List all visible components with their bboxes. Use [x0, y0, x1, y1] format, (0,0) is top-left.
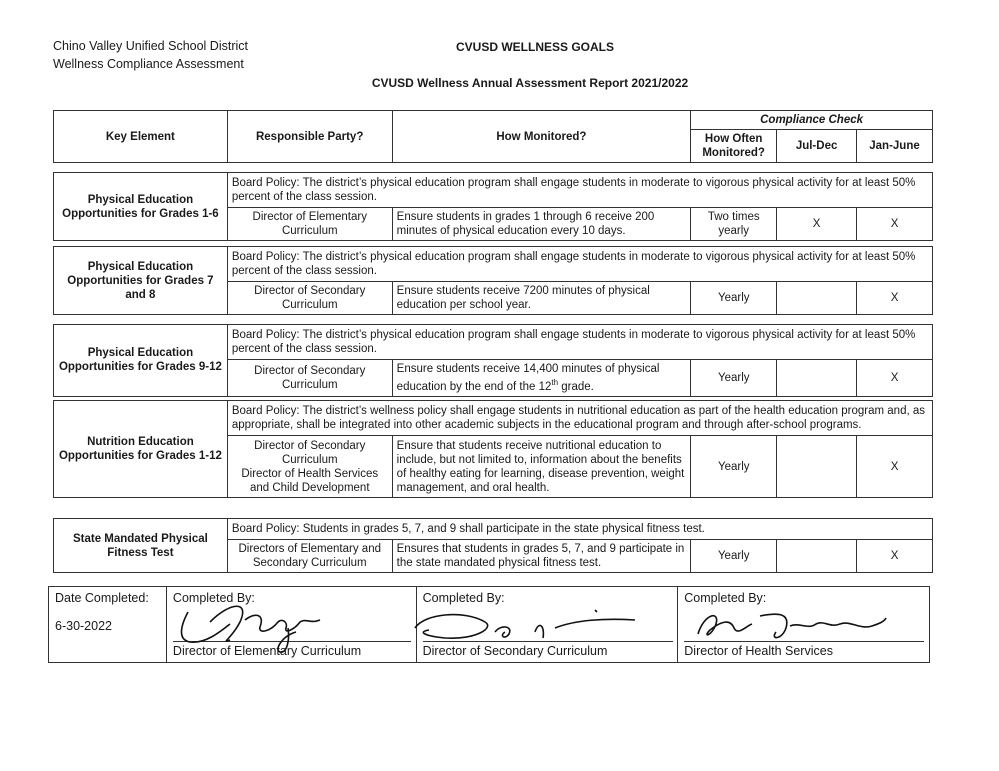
document-header-left: [53, 37, 248, 73]
section-pe-grades-7-8: [53, 246, 933, 315]
section-pe-grades-9-12: [53, 324, 933, 397]
signature-cell-health: [678, 587, 930, 663]
monitoring-method: Ensures that students in grades 5, 7, and 9 participate in the state mandated physical fitness test.: [392, 540, 691, 573]
document-subtitle: CVUSD Wellness Annual Assessment Report 2021/2022: [371, 76, 689, 90]
completed-by-label: Completed By:: [172, 591, 255, 605]
section-nutrition-grades-1-12: [53, 400, 933, 498]
key-element-label: Physical Education Opportunities for Grades 1-6: [54, 173, 228, 241]
board-policy-text: Board Policy: The district’s physical education program shall engage students in moderate to vigorous physical activity for at least 50% percent of the class session.: [227, 247, 932, 282]
key-element-label: Nutrition Education Opportunities for Grades 1-12: [54, 401, 228, 498]
monitor-frequency: Yearly: [691, 360, 777, 397]
header-responsible-party: Responsible Party?: [227, 111, 392, 163]
check-jul-dec: [777, 540, 857, 573]
column-header-table: [53, 110, 933, 163]
responsible-party: [227, 436, 392, 498]
check-jan-june: X: [857, 208, 933, 241]
responsible-party: Director of Secondary Curriculum: [227, 360, 392, 397]
monitor-frequency: Yearly: [691, 436, 777, 498]
monitoring-method: [392, 360, 691, 397]
check-jan-june: X: [857, 360, 933, 397]
monitoring-method-text: Ensure students receive 14,400 minutes of physical education by the end of the 12: [396, 363, 660, 393]
document-title: CVUSD WELLNESS GOALS: [455, 40, 614, 54]
section-physical-fitness-test: [53, 518, 933, 573]
responsible-party-line-1: Director of Secondary Curriculum: [254, 439, 366, 466]
header-how-monitored: How Monitored?: [392, 111, 691, 163]
check-jul-dec: [777, 360, 857, 397]
role-secondary-curriculum: Director of Secondary Curriculum: [423, 641, 673, 658]
responsible-party: Director of Elementary Curriculum: [227, 208, 392, 241]
monitor-frequency: Yearly: [691, 540, 777, 573]
check-jul-dec: [777, 282, 857, 315]
date-cell: [49, 587, 167, 663]
responsible-party: Directors of Elementary and Secondary Curriculum: [227, 540, 392, 573]
monitor-frequency: Two times yearly: [691, 208, 777, 241]
date-completed-label: Date Completed:: [55, 591, 149, 605]
responsible-party-line-2: Director of Health Services and Child Development: [241, 467, 379, 494]
section-pe-grades-1-6: [53, 172, 933, 241]
signoff-table: [48, 586, 930, 663]
monitor-frequency: Yearly: [691, 282, 777, 315]
role-health-services: Director of Health Services: [684, 641, 924, 658]
key-element-label: State Mandated Physical Fitness Test: [54, 519, 228, 573]
check-jan-june: X: [857, 436, 933, 498]
board-policy-text: Board Policy: Students in grades 5, 7, and 9 shall participate in the state physical fitness test.: [227, 519, 932, 540]
header-compliance-check: Compliance Check: [691, 111, 933, 130]
check-jul-dec: [777, 436, 857, 498]
signature-cell-elementary: [166, 587, 416, 663]
completed-by-label: Completed By:: [422, 591, 505, 605]
check-jan-june: X: [857, 540, 933, 573]
responsible-party: Director of Secondary Curriculum: [227, 282, 392, 315]
key-element-label: Physical Education Opportunities for Grades 9-12: [54, 325, 228, 397]
board-policy-text: Board Policy: The district’s physical education program shall engage students in moderate to vigorous physical activity for at least 50% percent of the class session.: [227, 173, 932, 208]
assessment-name: Wellness Compliance Assessment: [53, 57, 244, 71]
header-jan-june: Jan-June: [857, 130, 933, 163]
check-jan-june: X: [857, 282, 933, 315]
header-how-often: How Often Monitored?: [691, 130, 777, 163]
completed-by-label: Completed By:: [684, 591, 767, 605]
header-jul-dec: Jul-Dec: [777, 130, 857, 163]
ordinal-suffix: th: [551, 378, 559, 387]
board-policy-text: Board Policy: The district’s physical education program shall engage students in moderate to vigorous physical activity for at least 50% percent of the class session.: [227, 325, 932, 360]
check-jul-dec: X: [777, 208, 857, 241]
signature-cell-secondary: [416, 587, 678, 663]
district-name: Chino Valley Unified School District: [53, 39, 248, 53]
header-key-element: Key Element: [54, 111, 228, 163]
monitoring-method: Ensure students receive 7200 minutes of physical education per school year.: [392, 282, 691, 315]
role-elementary-curriculum: Director of Elementary Curriculum: [173, 641, 411, 658]
monitoring-method: Ensure students in grades 1 through 6 receive 200 minutes of physical education every 10 days.: [392, 208, 691, 241]
date-completed-value: 6-30-2022: [55, 619, 112, 633]
key-element-label: Physical Education Opportunities for Grades 7 and 8: [54, 247, 228, 315]
monitoring-method-text-end: grade.: [558, 380, 594, 393]
monitoring-method: Ensure that students receive nutritional education to include, but not limited to, information about the benefits of healthy eating for learning, disease prevention, weight management, and oral health.: [392, 436, 691, 498]
board-policy-text: Board Policy: The district’s wellness policy shall engage students in nutritional education as part of the health education program and, as appropriate, shall be integrated into other academic subjects in the educational program and through after-school programs.: [227, 401, 932, 436]
